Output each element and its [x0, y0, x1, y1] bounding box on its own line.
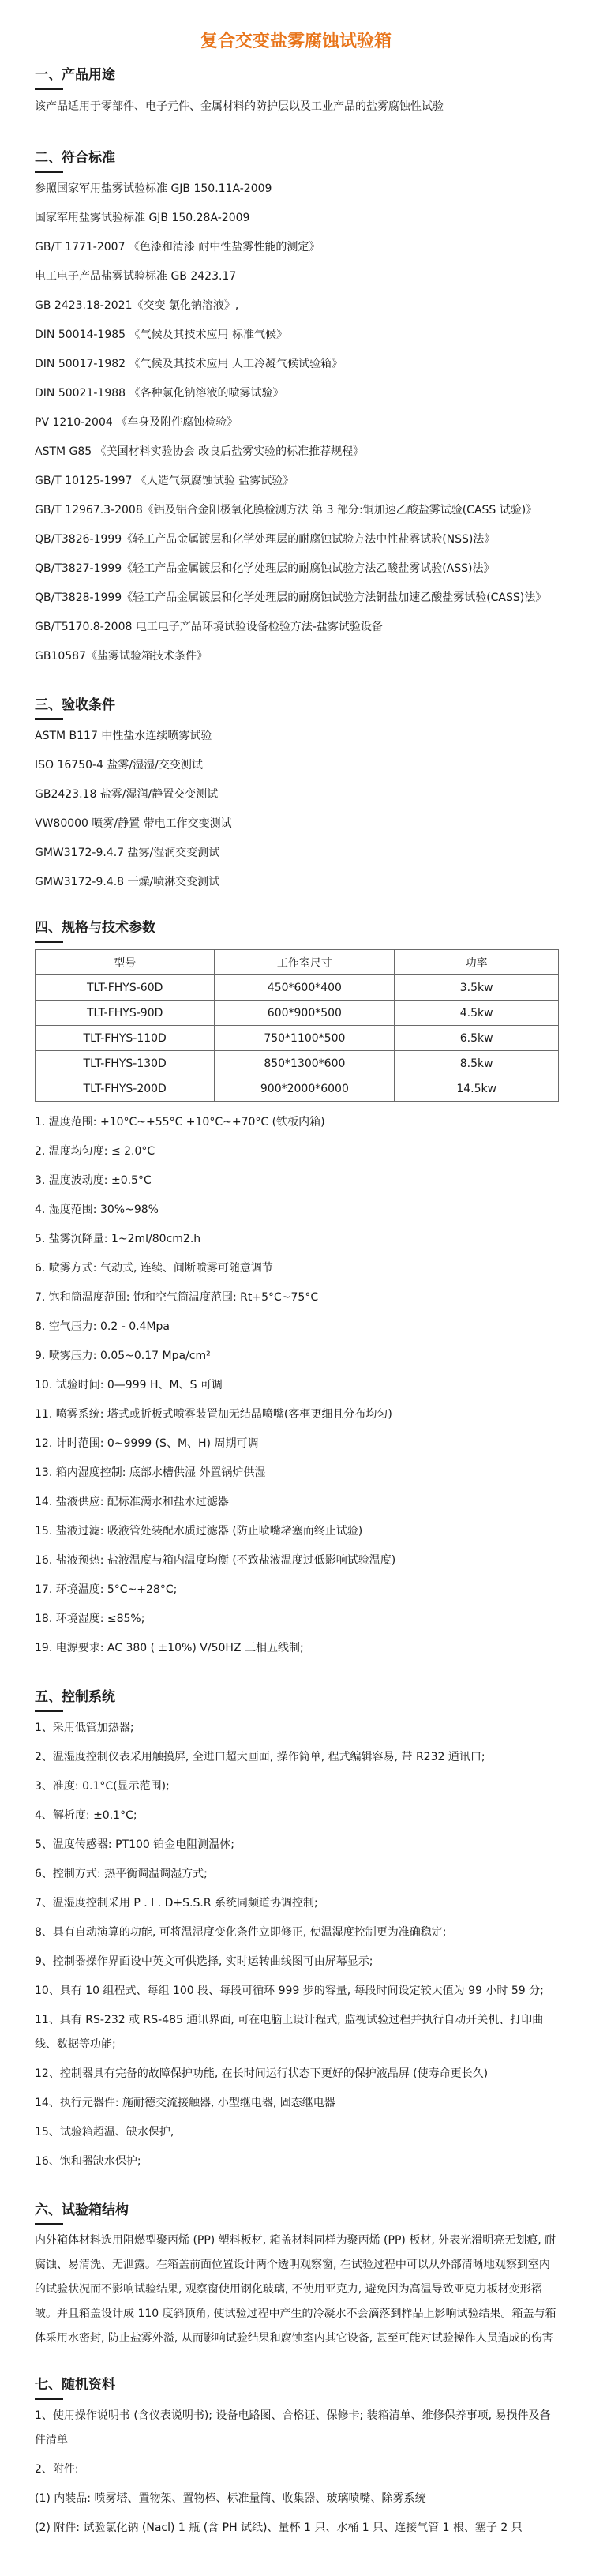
spec-item: 11. 喷雾系统: 塔式或折板式喷雾装置加无结晶喷嘴(客框更细且分布均匀)	[35, 1408, 392, 1421]
control-item: 10、具有 10 组程式、每组 100 段、每段可循环 999 步的容量, 每段时间设定较大值为 99 小时 59 分;	[35, 1985, 544, 1997]
acceptance-item: GMW3172-9.4.7 盐雾/湿润交变测试	[35, 847, 220, 859]
table-cell: 850*1300*600	[215, 1051, 395, 1076]
table-row	[36, 1051, 559, 1076]
spec-item: 12. 计时范围: 0~9999 (S、M、H) 周期可调	[35, 1437, 259, 1450]
control-item: 12、控制器具有完备的故障保护功能, 在长时间运行状态下更好的保护液晶屏 (使寿命更长久)	[35, 2067, 489, 2080]
section-heading: 二、符合标准	[35, 148, 557, 175]
section-heading: 一、产品用途	[35, 65, 557, 92]
spec-item: 18. 环境湿度: ≤85%;	[35, 1613, 145, 1625]
section-specs	[35, 918, 557, 1663]
spec-item: 13. 箱内湿度控制: 底部水槽供湿 外置锅炉供湿	[35, 1466, 266, 1479]
documents-item: 1、使用操作说明书 (含仪表说明书); 设备电路图、合格证、保修卡; 装箱清单、维修保养事项, 易损件及备件清单	[35, 2409, 551, 2446]
standard-item: GB/T 12967.3-2008《铝及铝合金阳极氧化膜检测方法 第 3 部分:铜加速乙酸盐雾试验(CASS 试验)》	[35, 504, 538, 516]
documents-item: 2、附件:	[35, 2463, 79, 2476]
spec-item: 15. 盐液过滤: 吸液管处装配水质过滤器 (防止喷嘴堵塞而终止试验)	[35, 1525, 363, 1538]
table-header-cell: 功率	[395, 950, 559, 975]
standard-item: GB10587《盐雾试验箱技术条件》	[35, 650, 208, 663]
standard-item: DIN 50021-1988 《各种氯化钠溶液的喷雾试验》	[35, 387, 284, 400]
table-header-cell: 工作室尺寸	[215, 950, 395, 975]
spec-item: 17. 环境温度: 5°C~+28°C;	[35, 1583, 178, 1596]
section-heading: 六、试验箱结构	[35, 2200, 557, 2227]
acceptance-item: ASTM B117 中性盐水连续喷雾试验	[35, 730, 212, 742]
acceptance-item: GB2423.18 盐雾/湿润/静置交变测试	[35, 788, 219, 801]
table-row	[36, 1026, 559, 1051]
section-structure	[35, 2200, 557, 2351]
standard-item: 国家军用盐雾试验标准 GJB 150.28A-2009	[35, 212, 250, 224]
section-documents	[35, 2375, 557, 2543]
spec-item: 19. 电源要求: AC 380 ( ±10%) V/50HZ 三相五线制;	[35, 1642, 304, 1654]
table-row	[36, 975, 559, 1001]
standard-item: GB/T 1771-2007 《色漆和清漆 耐中性盐雾性能的测定》	[35, 241, 320, 253]
standard-item: QB/T3827-1999《轻工产品金属镀层和化学处理层的耐腐蚀试验方法乙酸盐雾试验(ASS)法》	[35, 562, 495, 575]
control-item: 7、温湿度控制采用 P . I . D+S.S.R 系统同频道协调控制;	[35, 1897, 318, 1909]
documents-item: (1) 内装品: 喷雾塔、置物架、置物棒、标准量筒、收集器、玻璃喷嘴、除雾系统	[35, 2492, 426, 2505]
section-acceptance	[35, 695, 557, 897]
acceptance-item: GMW3172-9.4.8 干燥/喷淋交变测试	[35, 876, 220, 888]
table-cell: 8.5kw	[395, 1051, 559, 1076]
section-heading: 五、控制系统	[35, 1687, 557, 1714]
section-purpose	[35, 65, 557, 119]
control-item: 1、采用低管加热器;	[35, 1722, 134, 1734]
table-cell: TLT-FHYS-90D	[36, 1001, 215, 1026]
table-cell: TLT-FHYS-110D	[36, 1026, 215, 1051]
standard-item: 参照国家军用盐雾试验标准 GJB 150.11A-2009	[35, 182, 272, 195]
standard-item: GB/T 10125-1997 《人造气氛腐蚀试验 盐雾试验》	[35, 475, 294, 487]
standard-item: QB/T3828-1999《轻工产品金属镀层和化学处理层的耐腐蚀试验方法铜盐加速乙酸盐雾试验(CASS)法》	[35, 591, 547, 604]
control-item: 15、试验箱超温、缺水保护,	[35, 2126, 174, 2139]
table-cell: 3.5kw	[395, 975, 559, 1001]
standard-item: DIN 50014-1985 《气候及其技术应用 标准气候》	[35, 329, 287, 341]
spec-item: 1. 温度范围: +10°C~+55°C +10°C~+70°C (铁板内箱)	[35, 1116, 325, 1128]
standard-item: PV 1210-2004 《车身及附件腐蚀检验》	[35, 416, 238, 429]
section-heading: 三、验收条件	[35, 695, 557, 722]
acceptance-item: ISO 16750-4 盐雾/湿湿/交变测试	[35, 759, 203, 772]
table-cell: TLT-FHYS-200D	[36, 1076, 215, 1102]
table-header-cell: 型号	[36, 950, 215, 975]
table-cell: 6.5kw	[395, 1026, 559, 1051]
table-cell: 750*1100*500	[215, 1026, 395, 1051]
spec-item: 6. 喷雾方式: 气动式, 连续、间断喷雾可随意调节	[35, 1262, 273, 1275]
control-item: 9、控制器操作界面设中英文可供选择, 实时运转曲线图可由屏幕显示;	[35, 1955, 373, 1968]
page-title: 复合交变盐雾腐蚀试验箱	[200, 32, 392, 51]
control-item: 3、准度: 0.1°C(显示范围);	[35, 1780, 170, 1793]
table-cell: 600*900*500	[215, 1001, 395, 1026]
control-item: 14、执行元器件: 施耐德交流接触器, 小型继电器, 固态继电器	[35, 2097, 335, 2109]
standard-item: DIN 50017-1982 《气候及其技术应用 人工冷凝气候试验箱》	[35, 358, 343, 370]
spec-item: 9. 喷雾压力: 0.05~0.17 Mpa/cm²	[35, 1350, 211, 1362]
section-heading: 四、规格与技术参数	[35, 918, 557, 944]
control-item: 2、温湿度控制仪表采用触摸屏, 全进口超大画面, 操作简单, 程式编辑容易, 带 R232 通讯口;	[35, 1751, 485, 1763]
section-heading: 七、随机资料	[35, 2375, 557, 2401]
structure-text: 内外箱体材料选用阻燃型聚丙烯 (PP) 塑料板材, 箱盖材料同样为聚丙烯 (PP) 板材, 外表光滑明亮无划痕, 耐腐蚀、易清洗、无泄露。在箱盖前面位置设计两个透明观察窗, 在试验过程中可以从外部清晰地观察到室内的试验状况而不影响试验结果, 观察窗使用钢化玻璃, 不使用亚克力, 避免因为高温导致亚克力板材变形褶皱。并且箱盖设计成 110 度斜顶角, 使试验过程中产生的冷凝水不会滴落到样品上影响试验结果。箱盖与箱体采用水密封, 防止盐雾外溢, 从而影响试验结果和腐蚀室内其它设备, 甚至可能对试验操作人员造成的伤害	[35, 2234, 556, 2345]
table-header-row	[36, 950, 559, 975]
spec-item: 7. 饱和筒温度范围: 饱和空气筒温度范围: Rt+5°C~75°C	[35, 1291, 319, 1304]
standard-item: ASTM G85 《美国材料实验协会 改良后盐雾实验的标准推荐规程》	[35, 445, 365, 458]
spec-item: 10. 试验时间: 0—999 H、M、S 可调	[35, 1379, 223, 1391]
spec-table	[35, 949, 559, 1102]
acceptance-item: VW80000 喷雾/静置 带电工作交变测试	[35, 817, 232, 830]
spec-item: 2. 温度均匀度: ≤ 2.0°C	[35, 1145, 155, 1158]
table-cell: TLT-FHYS-130D	[36, 1051, 215, 1076]
standard-item: GB/T5170.8-2008 电工电子产品环境试验设备检验方法-盐雾试验设备	[35, 621, 383, 633]
standard-item: QB/T3826-1999《轻工产品金属镀层和化学处理层的耐腐蚀试验方法中性盐雾试验(NSS)法》	[35, 533, 496, 546]
table-row	[36, 1076, 559, 1102]
control-item: 4、解析度: ±0.1°C;	[35, 1809, 137, 1822]
spec-item: 4. 湿度范围: 30%~98%	[35, 1204, 159, 1216]
control-item: 8、具有自动演算的功能, 可将温湿度变化条件立即修正, 使温湿度控制更为准确稳定;	[35, 1926, 447, 1939]
section-control-system	[35, 1687, 557, 2176]
control-item: 16、饱和器缺水保护;	[35, 2155, 141, 2168]
table-cell: TLT-FHYS-60D	[36, 975, 215, 1001]
spec-item: 3. 温度波动度: ±0.5°C	[35, 1174, 152, 1187]
purpose-text: 该产品适用于零部件、电子元件、金属材料的防护层以及工业产品的盐雾腐蚀性试验	[35, 100, 444, 113]
spec-item: 5. 盐雾沉降量: 1~2ml/80cm2.h	[35, 1233, 201, 1245]
table-row	[36, 1001, 559, 1026]
control-item: 6、控制方式: 热平衡调温调湿方式;	[35, 1868, 208, 1880]
spec-item: 8. 空气压力: 0.2 - 0.4Mpa	[35, 1320, 170, 1333]
table-cell: 4.5kw	[395, 1001, 559, 1026]
standard-item: GB 2423.18-2021《交变 氯化钠溶液》,	[35, 299, 239, 312]
standard-item: 电工电子产品盐雾试验标准 GB 2423.17	[35, 270, 237, 283]
section-standards	[35, 148, 557, 671]
spec-item: 16. 盐液预热: 盐液温度与箱内温度均衡 (不致盐液温度过低影响试验温度)	[35, 1554, 396, 1567]
control-item: 5、温度传感器: PT100 铂金电阻测温体;	[35, 1838, 234, 1851]
table-cell: 900*2000*6000	[215, 1076, 395, 1102]
control-item: 11、具有 RS-232 或 RS-485 通讯界面, 可在电脑上设计程式, 监视试验过程并执行自动开关机、打印曲线、数据等功能;	[35, 2014, 544, 2051]
table-cell: 450*600*400	[215, 975, 395, 1001]
table-cell: 14.5kw	[395, 1076, 559, 1102]
documents-item: (2) 附件: 试验氯化钠 (Nacl) 1 瓶 (含 PH 试纸)、量杯 1 只、水桶 1 只、连接气管 1 根、塞子 2 只	[35, 2522, 523, 2534]
spec-item: 14. 盐液供应: 配标准满水和盐水过滤器	[35, 1496, 229, 1508]
